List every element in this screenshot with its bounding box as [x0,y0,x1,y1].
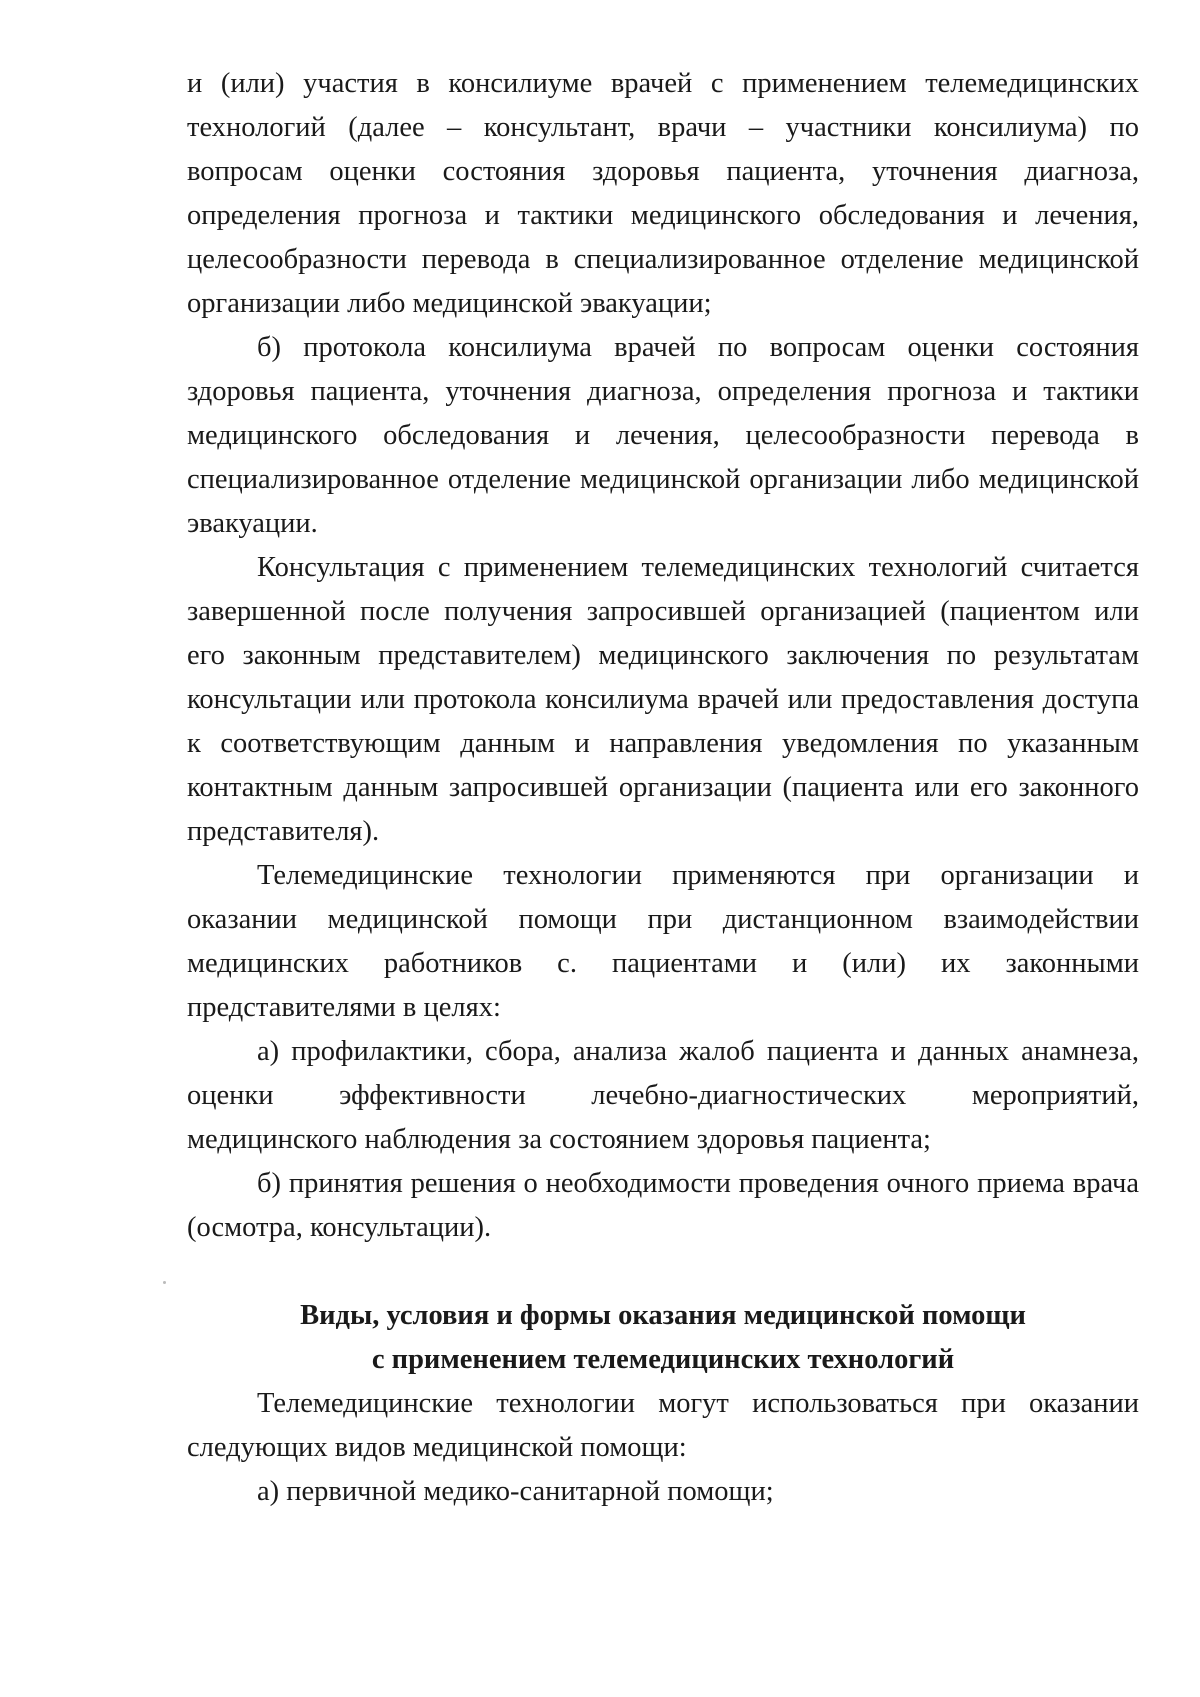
section-heading [187,1250,1139,1382]
paragraph-care-types: Телемедицинские технологии могут использоваться при оказании следующих видов медицинской помощи: [187,1388,1139,1463]
document-page [187,62,1139,1514]
paragraph-purpose-a: а) профилактики, сбора, анализа жалоб пациента и данных анамнеза, оценки эффективности лечебно-диагностических мероприятий, медицинского наблюдения за состоянием здоровья пациента; [187,1036,1139,1155]
section-heading-line-1: Виды, условия и формы оказания медицинской помощи [300,1300,1026,1331]
paragraph-telemedicine-purposes: Телемедицинские технологии применяются при организации и оказании медицинской помощи при дистанционном взаимодействии медицинских работников с. пациентами и (или) их законными представителями в целях: [187,860,1139,1023]
paragraph-consilium-protocol: б) протокола консилиума врачей по вопросам оценки состояния здоровья пациента, уточнения диагноза, определения прогноза и тактики медицинского обследования и лечения, целесообразности перевода в специализированное отделение медицинской организации либо медицинской эвакуации. [187,332,1139,539]
section-heading-line-2: с применением телемедицинских технологий [371,1344,955,1375]
paragraph-care-type-a: а) первичной медико-санитарной помощи; [257,1476,774,1507]
paragraph-purpose-b: б) принятия решения о необходимости проведения очного приема врача (осмотра, консультации). [187,1168,1139,1243]
paragraph-consultant-definition: и (или) участия в консилиуме врачей с применением телемедицинских технологий (далее – консультант, врачи – участники консилиума) по вопросам оценки состояния здоровья пациента, уточнения диагноза, определения прогноза и тактики медицинского обследования и лечения, целесообразности перевода в специализированное отделение медицинской организации либо медицинской эвакуации; [187,68,1139,319]
paragraph-consultation-completion: Консультация с применением телемедицинских технологий считается завершенной после получения запросившей организацией (пациентом или его законным представителем) медицинского заключения по результатам консультации или протокола консилиума врачей или предоставления доступа к соответствующим данным и направления уведомления по указанным контактным данным запросившей организации (пациента или его законного представителя). [187,552,1139,847]
scan-speck [163,1281,166,1284]
